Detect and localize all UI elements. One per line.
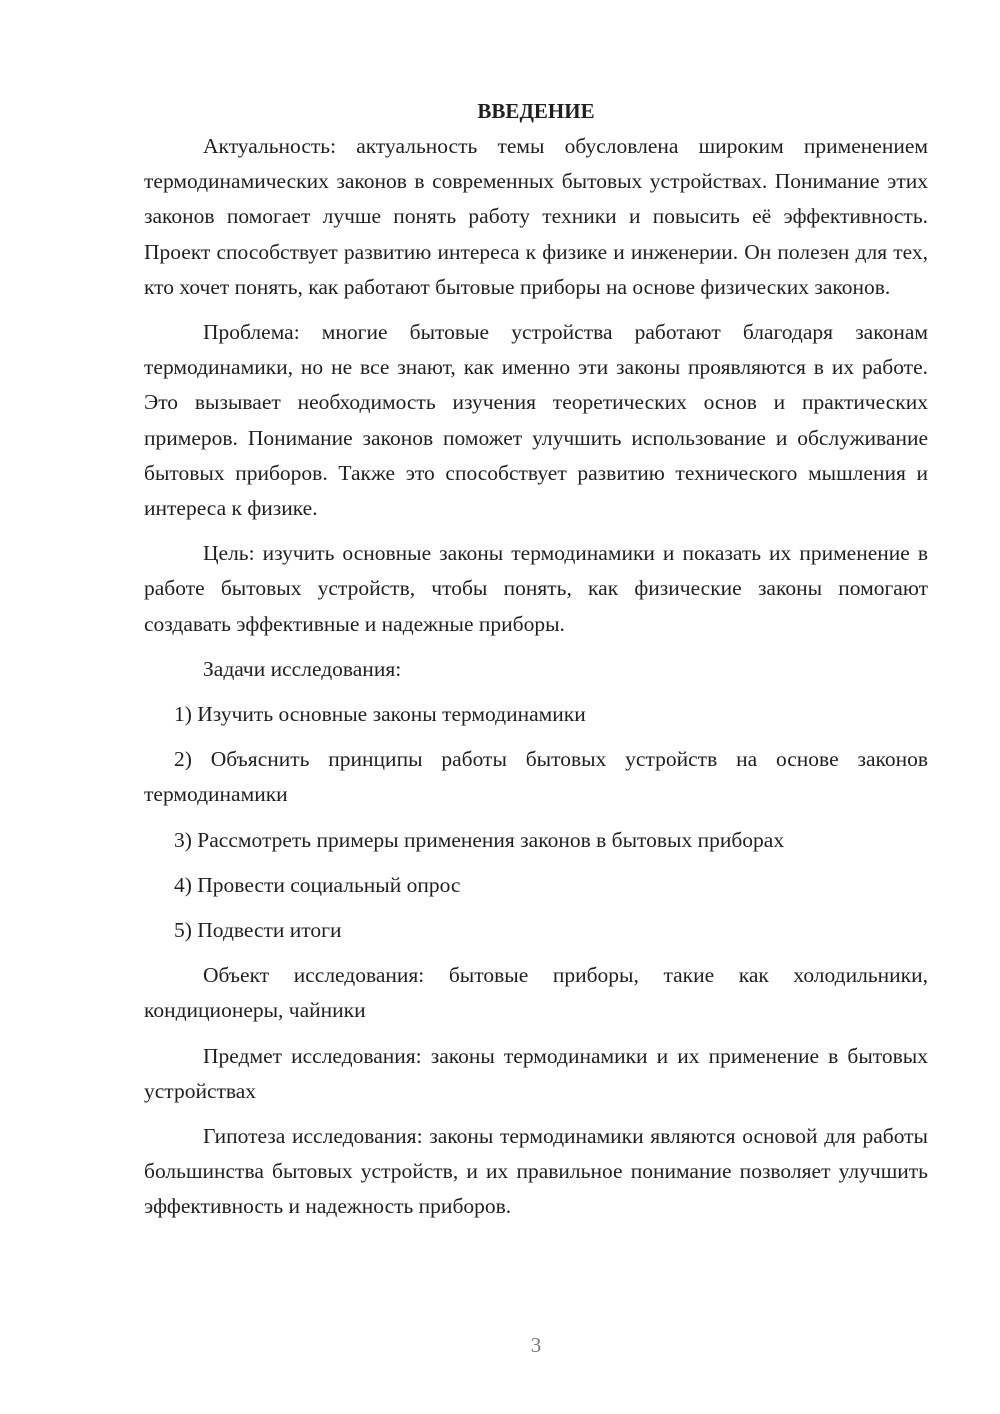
task-item-4: 4) Провести социальный опрос xyxy=(174,872,461,897)
subject-paragraph: Предмет исследования: законы термодинамики и их применение в бытовых устройствах xyxy=(144,1043,928,1103)
section-heading: ВВЕДЕНИЕ xyxy=(477,99,595,123)
hypothesis-paragraph: Гипотеза исследования: законы термодинамики являются основой для работы большинства бытовых устройств, и их правильное понимание позволяет улучшить эффективность и надежность приборов. xyxy=(144,1124,928,1219)
tasks-title: Задачи исследования: xyxy=(203,656,402,681)
page-number: 3 xyxy=(530,1333,542,1357)
goal-paragraph: Цель: изучить основные законы термодинамики и показать их применение в работе бытовых устройств, чтобы понять, как физические законы помогают создавать эффективные и надежные приборы. xyxy=(144,541,928,636)
problem-paragraph: Проблема: многие бытовые устройства работают благодаря законам термодинамики, но не все знают, как именно эти законы проявляются в их работе. Это вызывает необходимость изучения теоретических основ и практических примеров. Понимание законов поможет улучшить использование и обслуживание бытовых приборов. Также это способствует развитию технического мышления и интереса к физике. xyxy=(144,320,928,521)
task-item-1: 1) Изучить основные законы термодинамики xyxy=(174,702,586,727)
task-item-2: 2) Объяснить принципы работы бытовых устройств на основе законов термодинамики xyxy=(144,747,928,807)
relevance-paragraph: Актуальность: актуальность темы обусловлена широким применением термодинамических законов в современных бытовых устройствах. Понимание этих законов помогает лучше понять работу техники и повысить её эффективность. Проект способствует развитию интереса к физике и инженерии. Он полезен для тех, кто хочет понять, как работают бытовые приборы на основе физических законов. xyxy=(144,134,928,299)
task-item-3: 3) Рассмотреть примеры применения законов в бытовых приборах xyxy=(174,827,785,852)
task-item-5: 5) Подвести итоги xyxy=(174,918,342,943)
page-content xyxy=(144,94,928,1235)
object-paragraph: Объект исследования: бытовые приборы, такие как холодильники, кондиционеры, чайники xyxy=(144,963,928,1023)
